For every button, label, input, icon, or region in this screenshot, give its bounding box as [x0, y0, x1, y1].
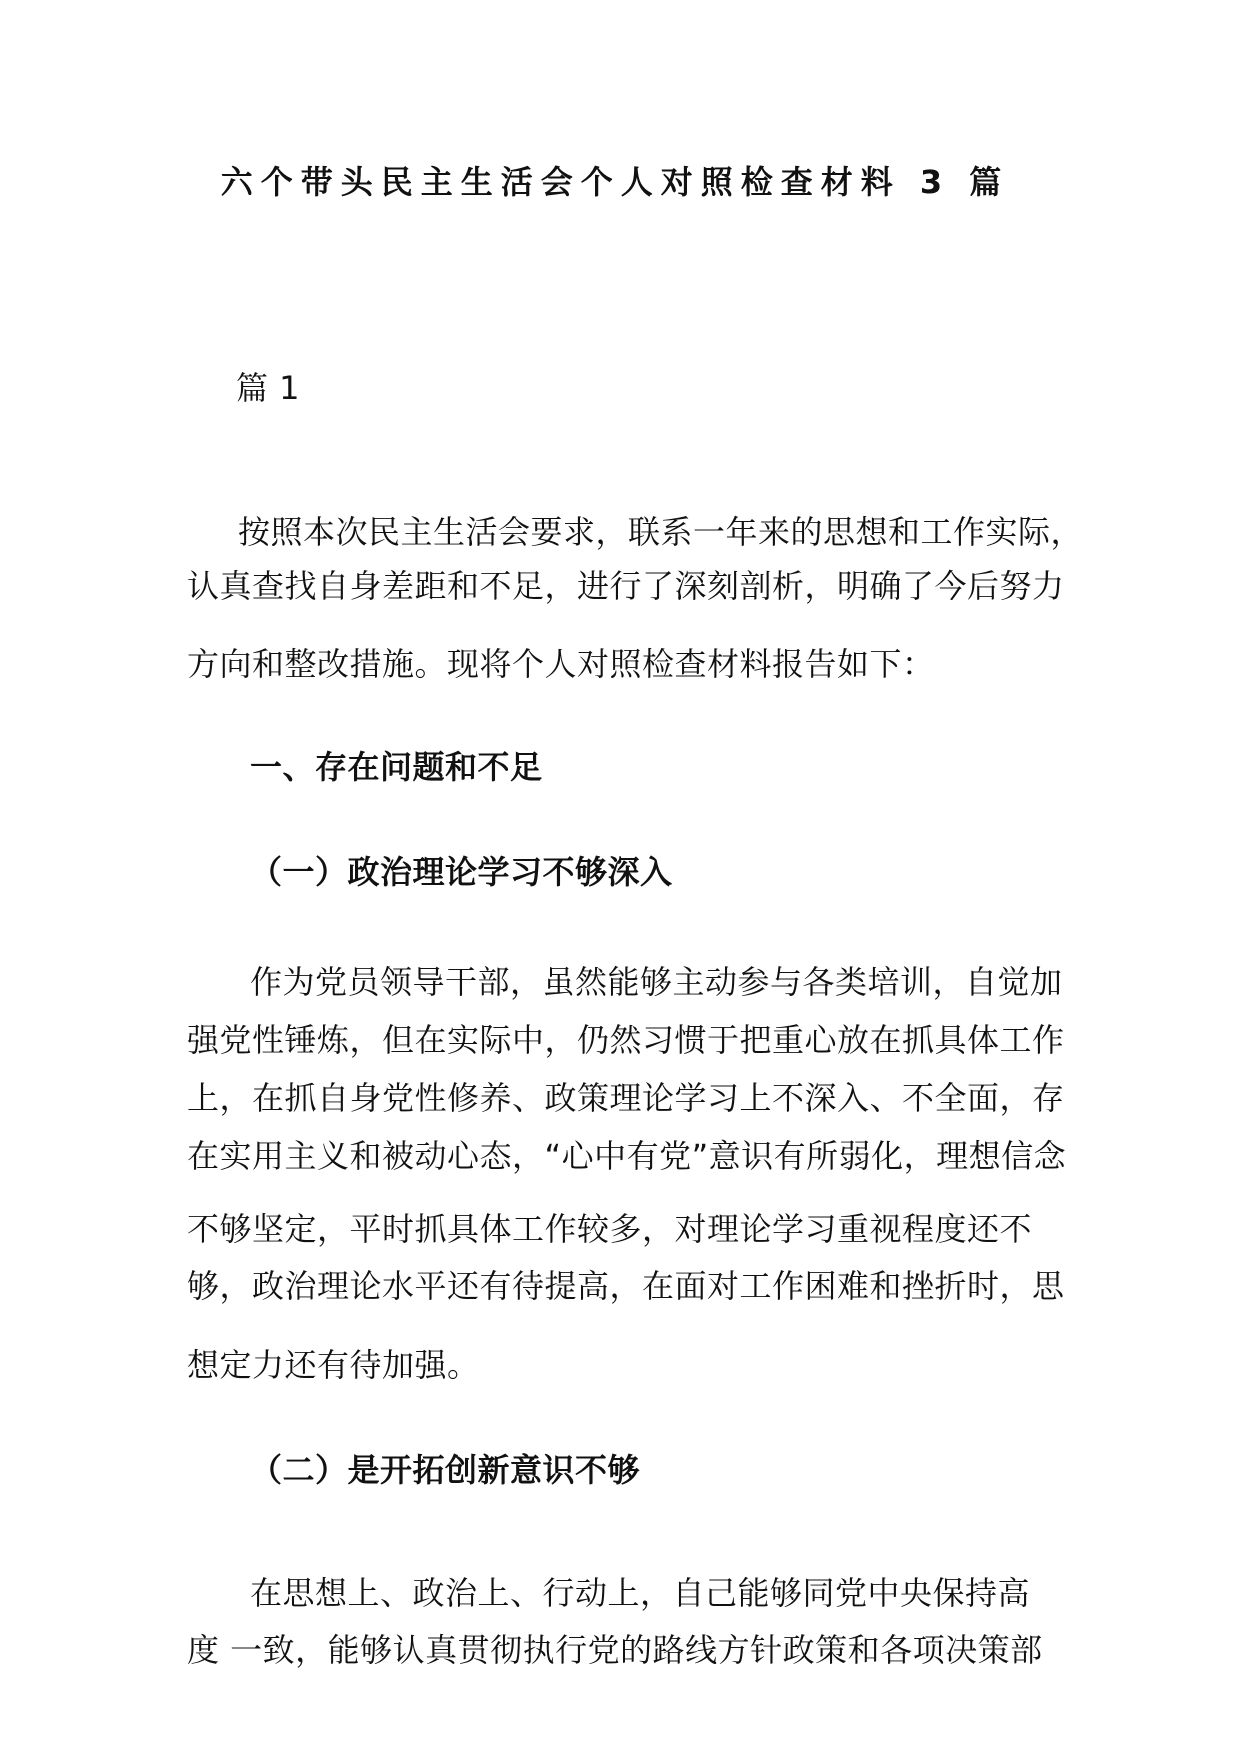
paragraph-line: 够，政治理论水平还有待提高，在面对工作困难和挫折时，思 [187, 1267, 1065, 1305]
document-title: 六个带头民主生活会个人对照检查材料 3 篇 [220, 163, 1010, 201]
paragraph-line: 在实用主义和被动心态，“心中有党”意识有所弱化，理想信念 [187, 1137, 1067, 1175]
section-heading: 一、存在问题和不足 [250, 748, 543, 786]
paragraph-line: 不够坚定，平时抓具体工作较多，对理论学习重视程度还不 [187, 1210, 1033, 1248]
paragraph-line: 在思想上、政治上、行动上，自己能够同党中央保持高 [250, 1574, 1031, 1612]
paragraph-line: 作为党员领导干部，虽然能够主动参与各类培训，自觉加 [250, 963, 1063, 1001]
section-label: 篇 1 [236, 369, 301, 407]
intro-line: 按照本次民主生活会要求，联系一年来的思想和工作实际， [238, 513, 1084, 551]
intro-line: 认真查找自身差距和不足，进行了深刻剖析，明确了今后努力 [187, 567, 1065, 605]
paragraph-line: 度 一致，能够认真贯彻执行党的路线方针政策和各项决策部 [187, 1631, 1043, 1669]
paragraph-line: 上，在抓自身党性修养、政策理论学习上不深入、不全面，存 [187, 1079, 1065, 1117]
paragraph-line: 想定力还有待加强。 [187, 1346, 480, 1384]
intro-line: 方向和整改措施。现将个人对照检查材料报告如下： [187, 645, 935, 683]
paragraph-line: 强党性锤炼，但在实际中，仍然习惯于把重心放在抓具体工作 [187, 1021, 1065, 1059]
sub-heading: （一）政治理论学习不够深入 [250, 853, 673, 891]
sub-heading: （二）是开拓创新意识不够 [250, 1451, 641, 1489]
